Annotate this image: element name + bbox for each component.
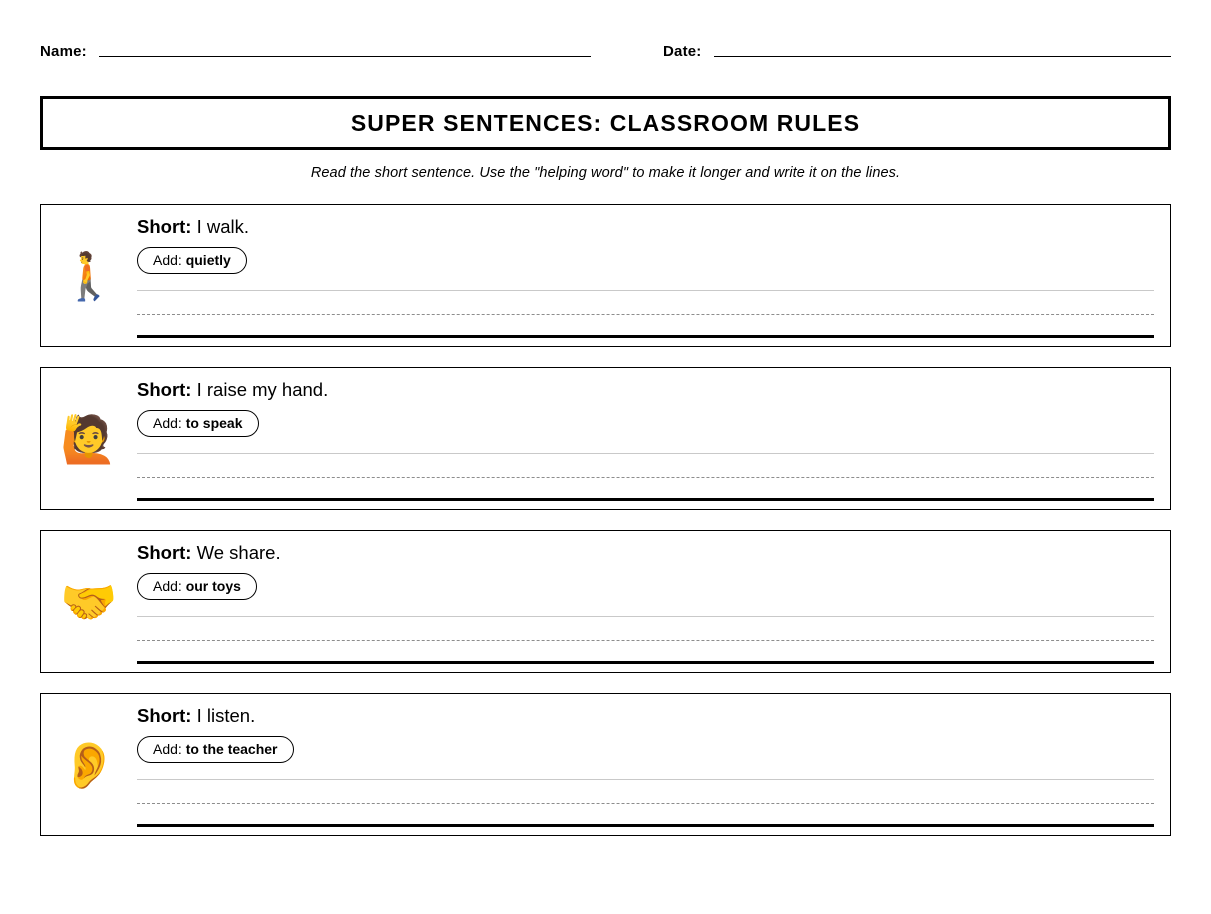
- guide-dashed-midline: [137, 314, 1154, 315]
- exercise-content: [137, 694, 1170, 835]
- short-sentence-row: [137, 216, 1154, 238]
- instruction-text: Read the short sentence. Use the "helping word" to make it longer and write it on the lines.: [310, 165, 901, 181]
- guide-baseline: [137, 335, 1154, 338]
- exercise-list: [40, 204, 1171, 836]
- guide-baseline: [137, 661, 1154, 664]
- ear-icon: 👂: [60, 737, 118, 792]
- exercise-content: [137, 205, 1170, 346]
- writing-guide[interactable]: [137, 290, 1154, 338]
- exercise-card: [40, 367, 1171, 510]
- guide-top-line: [137, 616, 1154, 617]
- writing-guide[interactable]: [137, 779, 1154, 827]
- name-label: Name:: [40, 43, 87, 60]
- short-sentence-row: [137, 542, 1154, 564]
- add-label: Add:: [153, 414, 182, 431]
- exercise-card: [40, 530, 1171, 673]
- name-field: [40, 44, 663, 60]
- guide-baseline: [137, 498, 1154, 501]
- short-label: Short:: [137, 215, 192, 237]
- helping-word-pill: [137, 410, 259, 437]
- student-info-row: [40, 0, 1171, 60]
- exercise-content: [137, 531, 1170, 672]
- helping-word: to the teacher: [185, 740, 278, 757]
- page-title: SUPER SENTENCES: CLASSROOM RULES: [350, 109, 861, 136]
- short-sentence: I walk.: [196, 215, 250, 237]
- writing-guide[interactable]: [137, 453, 1154, 501]
- short-label: Short:: [137, 541, 192, 563]
- name-write-line[interactable]: [99, 56, 591, 57]
- short-sentence: I listen.: [196, 704, 256, 726]
- short-sentence-row: [137, 379, 1154, 401]
- short-label: Short:: [137, 378, 192, 400]
- guide-top-line: [137, 290, 1154, 291]
- guide-baseline: [137, 824, 1154, 827]
- date-write-line[interactable]: [714, 56, 1171, 57]
- helping-word: our toys: [185, 577, 241, 594]
- guide-top-line: [137, 779, 1154, 780]
- exercise-content: [137, 368, 1170, 509]
- handshake-icon: 🤝: [60, 574, 118, 629]
- exercise-card: [40, 204, 1171, 347]
- date-field: [663, 44, 1171, 60]
- add-label: Add:: [153, 740, 182, 757]
- helping-word-pill: [137, 247, 247, 274]
- guide-top-line: [137, 453, 1154, 454]
- helping-word: to speak: [185, 414, 243, 431]
- person-raising-hand-icon: 🙋: [60, 411, 118, 466]
- add-label: Add:: [153, 251, 182, 268]
- guide-dashed-midline: [137, 803, 1154, 804]
- exercise-card: [40, 693, 1171, 836]
- add-label: Add:: [153, 577, 182, 594]
- short-sentence: We share.: [196, 541, 281, 563]
- date-label: Date:: [663, 43, 702, 60]
- helping-word: quietly: [185, 251, 231, 268]
- short-sentence-row: [137, 705, 1154, 727]
- writing-guide[interactable]: [137, 616, 1154, 664]
- title-banner: [40, 96, 1171, 150]
- guide-dashed-midline: [137, 640, 1154, 641]
- short-label: Short:: [137, 704, 192, 726]
- short-sentence: I raise my hand.: [196, 378, 329, 400]
- helping-word-pill: [137, 573, 257, 600]
- helping-word-pill: [137, 736, 294, 763]
- person-walking-icon: 🚶: [60, 248, 118, 303]
- guide-dashed-midline: [137, 477, 1154, 478]
